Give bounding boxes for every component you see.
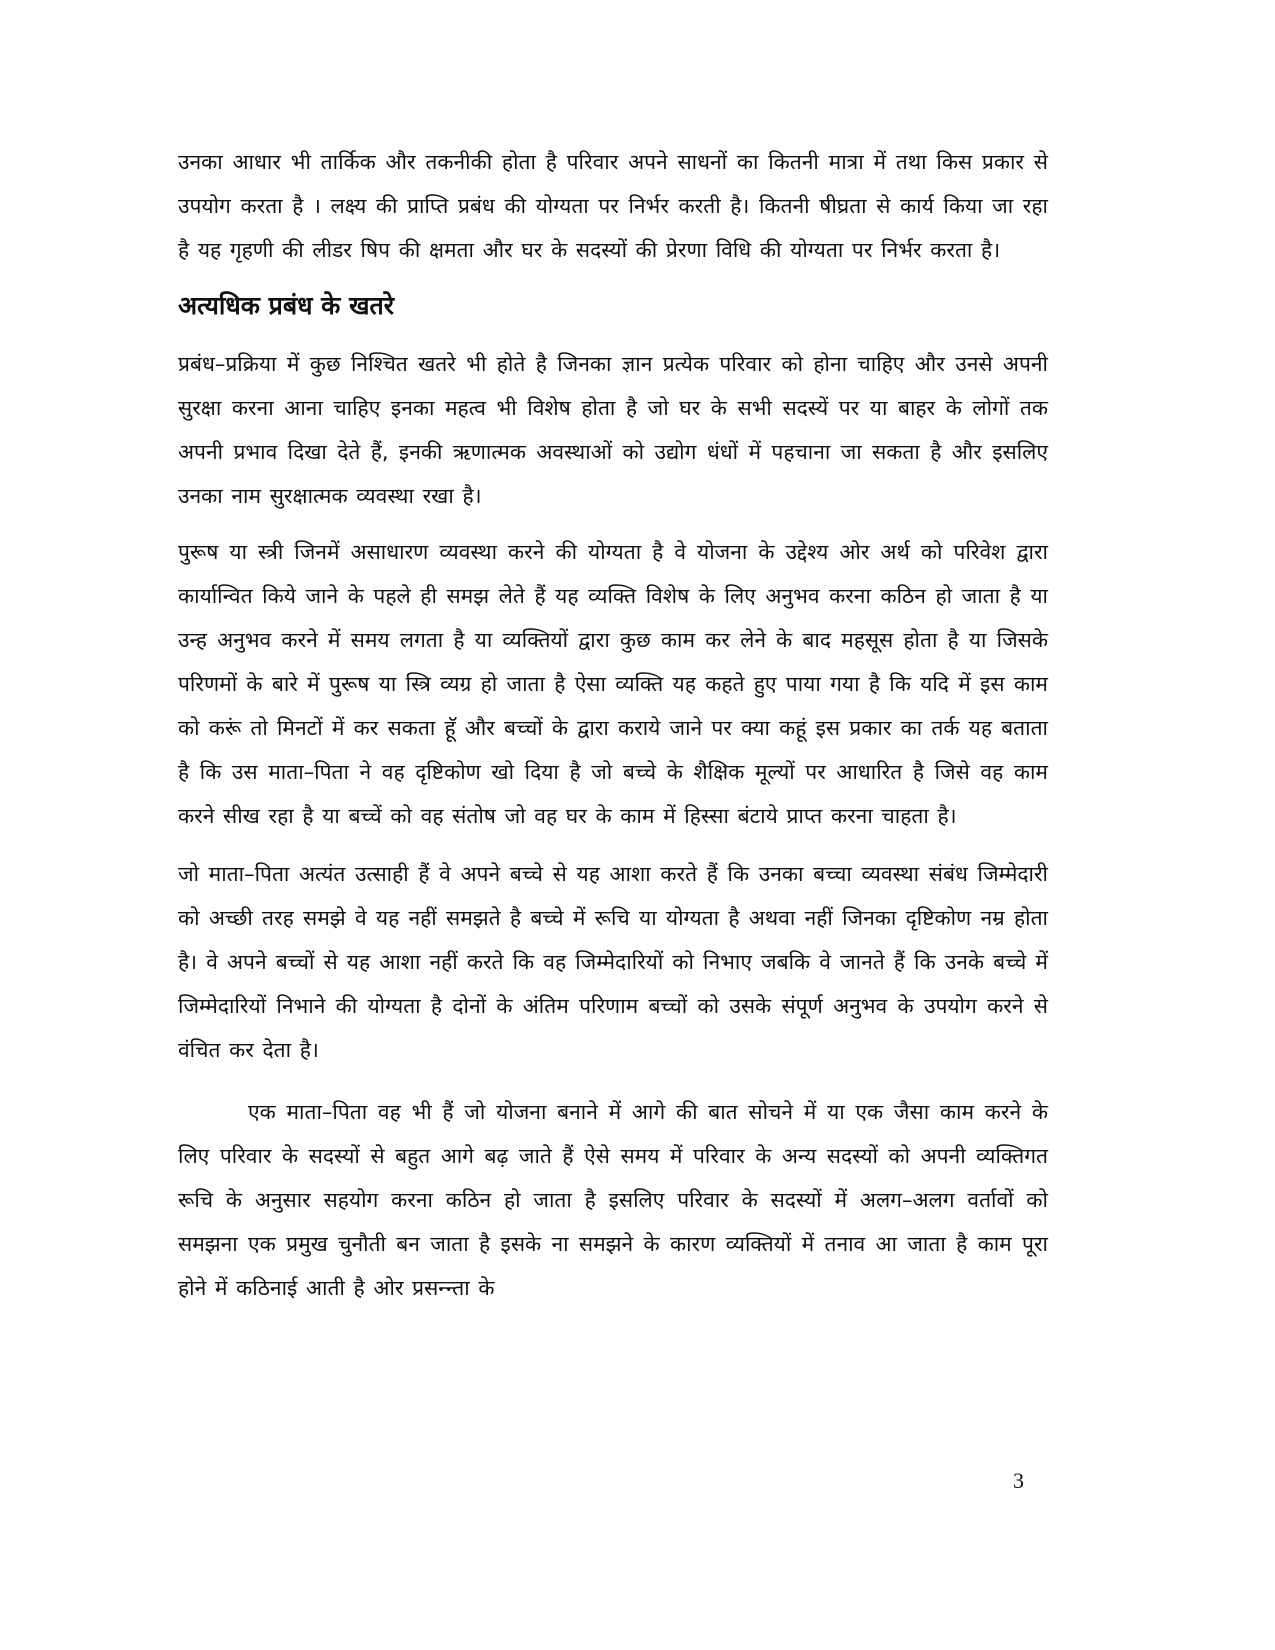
paragraph-3: पुरूष या स्त्री जिनमें असाधारण व्यवस्था करने की योग्यता है वे योजना के उद्देश्य ओर अर्थ को परिवेश द्वारा कार्यान्वित किये जाने के पहले ही समझ लेते हैं यह व्यक्ति विशेष के लिए अनुभव करना कठिन हो जाता है या उन्ह अनुभव करने में समय लगता है या व्यक्तियों द्वारा कुछ काम कर लेने के बाद महसूस होता है या जिसके परिणमों के बारे में पुरूष या स्त्रि व्यग्र हो जाता है ऐसा व्यक्ति यह कहते हुए पाया गया है कि यदि में इस काम को करूं तो मिनटों में कर सकता हूॅ और बच्चों के द्वारा कराये जाने पर क्या कहूं इस प्रकार का तर्क यह बताता है कि उस माता–पिता ने वह दृष्टिकोण खो दिया है जो बच्चे के शैक्षिक मूल्यों पर आधारित है जिसे वह काम करने सीख रहा है या बच्चें को वह संतोष जो वह घर के काम में हिस्सा बंटाये प्राप्त करना चाहता है। (178, 540, 1048, 828)
page-number: 3 (1013, 1468, 1024, 1493)
section-heading: अत्यधिक प्रबंध के खतरे (178, 291, 395, 320)
paragraph-1: उनका आधार भी तार्किक और तकनीकी होता है परिवार अपने साधनों का कितनी मात्रा में तथा किस प्रकार से उपयोग करता है । लक्ष्य की प्राप्ति प्रबंध की योग्यता पर निर्भर करती है। कितनी षीघ्रता से कार्य किया जा रहा है यह गृहणी की लीडर षिप की क्षमता और घर के सदस्यों की प्रेरणा विधि की योग्यता पर निर्भर करता है। (178, 150, 1048, 262)
paragraph-4: जो माता–पिता अत्यंत उत्साही हैं वे अपने बच्चे से यह आशा करते हैं कि उनका बच्चा व्यवस्था संबंध जिम्मेदारी को अच्छी तरह समझे वे यह नहीं समझते है बच्चे में रूचि या योग्यता है अथवा नहीं जिनका दृष्टिकोण नम्र होता है। वे अपने बच्चों से यह आशा नहीं करते कि वह जिम्मेदारियों को निभाए जबकि वे जानते हैं कि उनके बच्चे में जिम्मेदारियों निभाने की योग्यता है दोनों के अंतिम परिणाम बच्चों को उसके संपूर्ण अनुभव के उपयोग करने से वंचित कर देता है। (178, 862, 1048, 1062)
paragraph-2: प्रबंध–प्रक्रिया में कुछ निश्चित खतरे भी होते है जिनका ज्ञान प्रत्येक परिवार को होना चाहिए और उनसे अपनी सुरक्षा करना आना चाहिए इनका महत्व भी विशेष होता है जो घर के सभी सदस्यें पर या बाहर के लोगों तक अपनी प्रभाव दिखा देते हैं, इनकी ऋणात्मक अवस्थाओं को उद्योग धंधों में पहचाना जा सकता है और इसलिए उनका नाम सुरक्षात्मक व्यवस्था रखा है। (178, 352, 1048, 508)
paragraph-5: एक माता–पिता वह भी हैं जो योजना बनाने में आगे की बात सोचने में या एक जैसा काम करने के लिए परिवार के सदस्यों से बहुत आगे बढ़ जाते हैं ऐसे समय में परिवार के अन्य सदस्यों को अपनी व्यक्तिगत रूचि के अनुसार सहयोग करना कठिन हो जाता है इसलिए परिवार के सदस्यों में अलग–अलग वर्तावों को समझना एक प्रमुख चुनौती बन जाता है इसके ना समझने के कारण व्यक्तियों में तनाव आ जाता है काम पूरा होने में कठिनाई आती है ओर प्रसन्न्ता के (178, 1100, 1048, 1300)
document-body (178, 140, 1048, 1310)
